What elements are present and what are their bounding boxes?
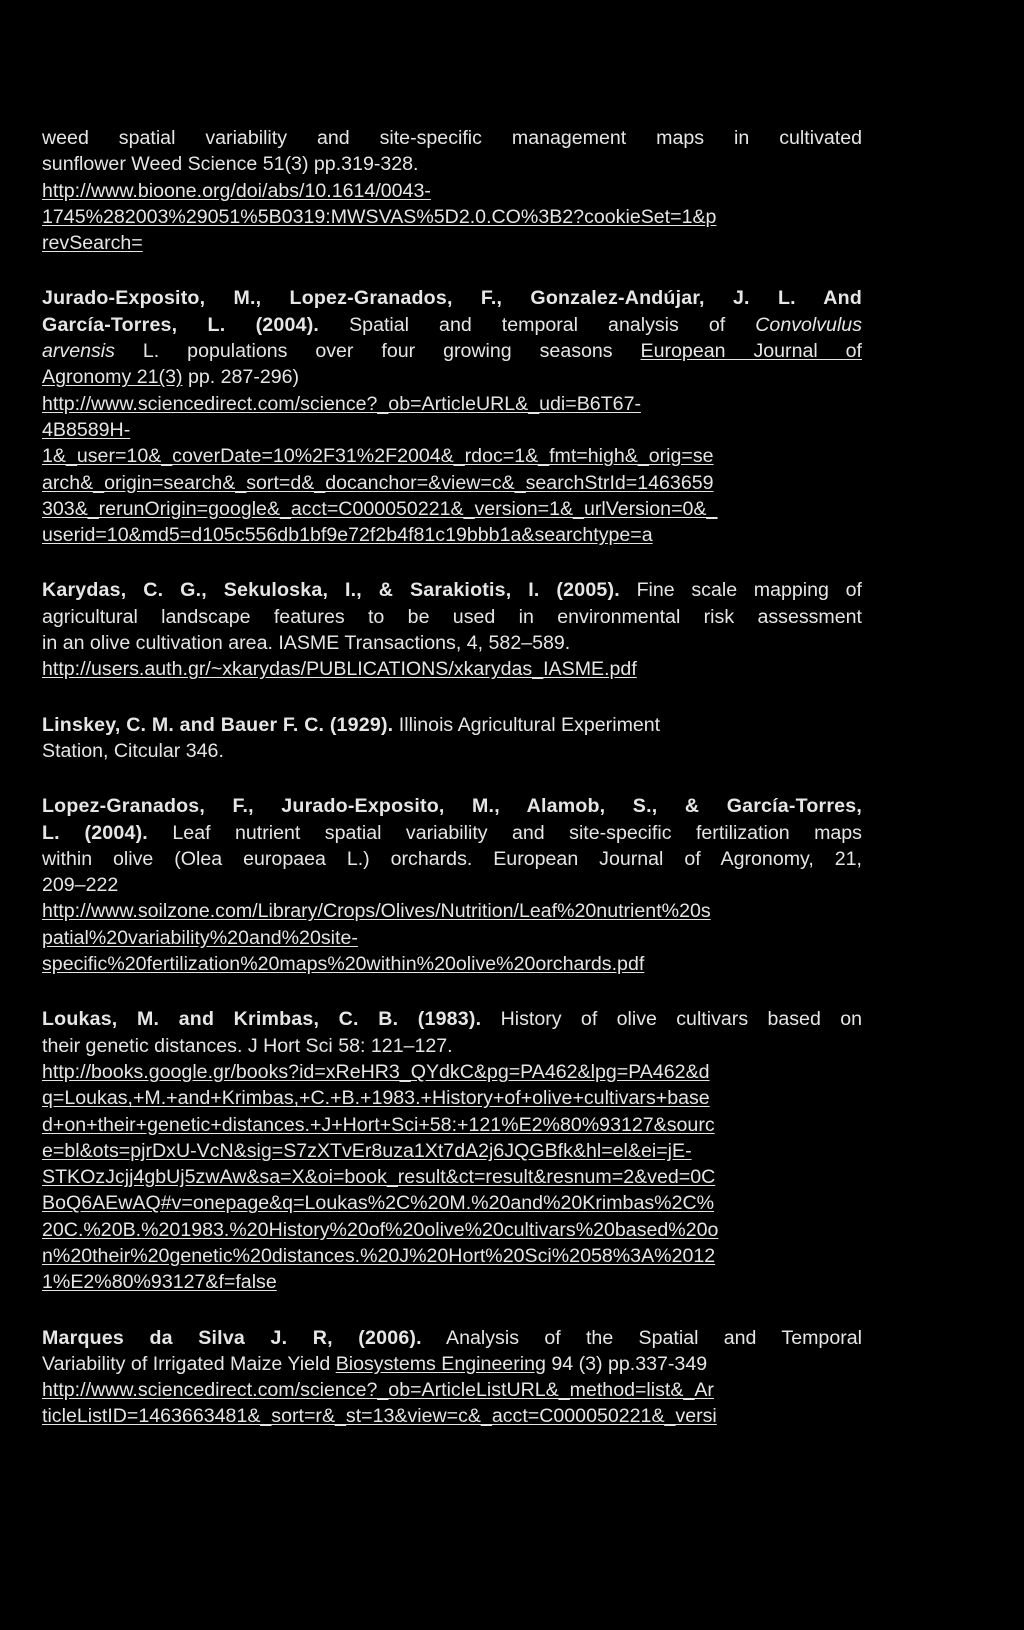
reference-title: Illinois Agricultural Experiment [398, 713, 661, 736]
species-name: Convolvulus [755, 313, 862, 336]
reference-url-line[interactable]: BoQ6AEwAQ#v=onepage&q=Loukas%2C%20M.%20and%20Krimbas%2C% [42, 1192, 715, 1215]
reference-url-line[interactable]: 1&_user=10&_coverDate=10%2F31%2F2004&_rdoc=1&_fmt=high&_orig=se [42, 445, 714, 468]
reference-text-line: within olive (Olea europaea L.) orchards. European Journal of Agronomy, 21, [42, 847, 862, 870]
reference-item [42, 125, 862, 256]
reference-item [42, 712, 862, 765]
reference-text-line: agricultural landscape features to be used in environmental risk assessment [42, 605, 862, 628]
reference-text-line [42, 312, 862, 338]
reference-url-line[interactable]: http://users.auth.gr/~xkarydas/PUBLICATIONS/xkarydas_IASME.pdf [42, 658, 637, 681]
reference-text-line [42, 364, 862, 390]
reference-text-line: 209–222 [42, 874, 119, 897]
reference-url-line[interactable]: n%20their%20genetic%20distances.%20J%20Hort%20Sci%2058%3A%2012 [42, 1244, 716, 1267]
reference-title: Analysis of the Spatial and Temporal [446, 1326, 862, 1349]
reference-title: Fine scale mapping of [636, 579, 862, 602]
reference-authors: Lopez-Granados, F., Jurado-Exposito, M., Alamob, S., & García-Torres, [42, 795, 862, 818]
reference-url-line[interactable]: specific%20fertilization%20maps%20within%20olive%20orchards.pdf [42, 953, 645, 976]
reference-title: L. populations over four growing seasons [142, 340, 613, 363]
reference-title: Variability of Irrigated Maize Yield [42, 1352, 331, 1375]
reference-title: Spatial and temporal analysis of [349, 313, 726, 336]
reference-url-line[interactable]: http://www.sciencedirect.com/science?_ob=ArticleURL&_udi=B6T67- [42, 392, 641, 415]
reference-text-line [42, 1006, 862, 1032]
journal-link[interactable]: Agronomy 21(3) [42, 366, 183, 389]
reference-url-line[interactable]: d+on+their+genetic+distances.+J+Hort+Sci+58:+121%E2%80%93127&sourc [42, 1113, 715, 1136]
reference-text-line [42, 712, 862, 738]
reference-text-line [42, 577, 862, 603]
reference-url-line[interactable]: 1745%282003%29051%5B0319:MWSVAS%5D2.0.CO%3B2?cookieSet=1&p [42, 205, 717, 228]
reference-authors: García-Torres, L. (2004). [42, 313, 320, 336]
reference-title: History of olive cultivars based on [500, 1008, 862, 1031]
reference-item [42, 1006, 862, 1295]
species-name: arvensis [42, 340, 115, 363]
reference-url-line[interactable]: STKOzJcjj4gbUj5zwAw&sa=X&oi=book_result&ct=result&resnum=2&ved=0C [42, 1166, 716, 1189]
reference-text-line: weed spatial variability and site-specific management maps in cultivated [42, 127, 862, 149]
reference-authors: Jurado-Exposito, M., Lopez-Granados, F., Gonzalez-Andújar, J. L. And [42, 287, 862, 310]
reference-url-line[interactable]: 20C.%20B.%201983.%20History%20of%20olive%20cultivars%20based%20o [42, 1218, 719, 1241]
reference-text-line [42, 1351, 862, 1377]
reference-url-line[interactable]: http://www.soilzone.com/Library/Crops/Olives/Nutrition/Leaf%20nutrient%20s [42, 900, 711, 923]
reference-list [42, 125, 862, 1430]
reference-item [42, 577, 862, 682]
reference-text-line: in an olive cultivation area. IASME Transactions, 4, 582–589. [42, 632, 571, 655]
reference-text-line [42, 338, 862, 364]
reference-text-line: sunflower Weed Science 51(3) pp.319-328. [42, 153, 419, 176]
reference-authors: Karydas, C. G., Sekuloska, I., & Sarakiotis, I. (2005). [42, 579, 620, 602]
reference-authors: Linskey, C. M. and Bauer F. C. (1929). [42, 713, 394, 736]
reference-url-line[interactable]: http://www.sciencedirect.com/science?_ob=ArticleListURL&_method=list&_Ar [42, 1379, 714, 1402]
reference-pages: 94 (3) pp.337-349 [551, 1352, 708, 1375]
reference-url-line[interactable]: e=bl&ots=pjrDxU-VcN&sig=S7zXTvEr8uza1Xt7dA2j6JQGBfk&hl=el&ei=jE- [42, 1139, 692, 1162]
reference-url-line[interactable]: 1%E2%80%93127&f=false [42, 1271, 277, 1294]
reference-text-line [42, 1325, 862, 1351]
reference-text-line [42, 820, 862, 846]
reference-text-line: their genetic distances. J Hort Sci 58: 121–127. [42, 1034, 453, 1057]
reference-item [42, 793, 862, 977]
reference-item [42, 1325, 862, 1430]
reference-pages: pp. 287-296) [187, 366, 300, 389]
reference-url-line[interactable]: revSearch= [42, 232, 143, 255]
reference-url-line[interactable]: http://books.google.gr/books?id=xReHR3_QYdkC&pg=PA462&lpg=PA462&d [42, 1060, 710, 1083]
journal-link[interactable]: Biosystems Engineering [335, 1352, 546, 1375]
reference-url-line[interactable]: http://www.bioone.org/doi/abs/10.1614/0043- [42, 179, 431, 202]
reference-authors: L. (2004). [42, 821, 148, 844]
reference-title: Leaf nutrient spatial variability and site-specific fertilization maps [172, 821, 862, 844]
reference-authors: Marques da Silva J. R, (2006). [42, 1326, 422, 1349]
reference-url-line[interactable]: ticleListID=1463663481&_sort=r&_st=13&view=c&_acct=C000050221&_versi [42, 1405, 717, 1428]
reference-url-line[interactable]: patial%20variability%20and%20site- [42, 926, 358, 949]
reference-url-line[interactable]: 4B8589H- [42, 418, 131, 441]
reference-url-line[interactable]: 303&_rerunOrigin=google&_acct=C000050221&_version=1&_urlVersion=0&_ [42, 497, 718, 520]
reference-url-line[interactable]: arch&_origin=search&_sort=d&_docanchor=&view=c&_searchStrId=1463659 [42, 471, 714, 494]
reference-text-line: Station, Citcular 346. [42, 739, 224, 762]
reference-url-line[interactable]: userid=10&md5=d105c556db1bf9e72f2b4f81c19bbb1a&searchtype=a [42, 524, 653, 547]
reference-authors: Loukas, M. and Krimbas, C. B. (1983). [42, 1008, 482, 1031]
journal-link[interactable]: European Journal of [640, 340, 862, 363]
reference-item [42, 285, 862, 548]
reference-url-line[interactable]: q=Loukas,+M.+and+Krimbas,+C.+B.+1983.+History+of+olive+cultivars+base [42, 1087, 710, 1110]
